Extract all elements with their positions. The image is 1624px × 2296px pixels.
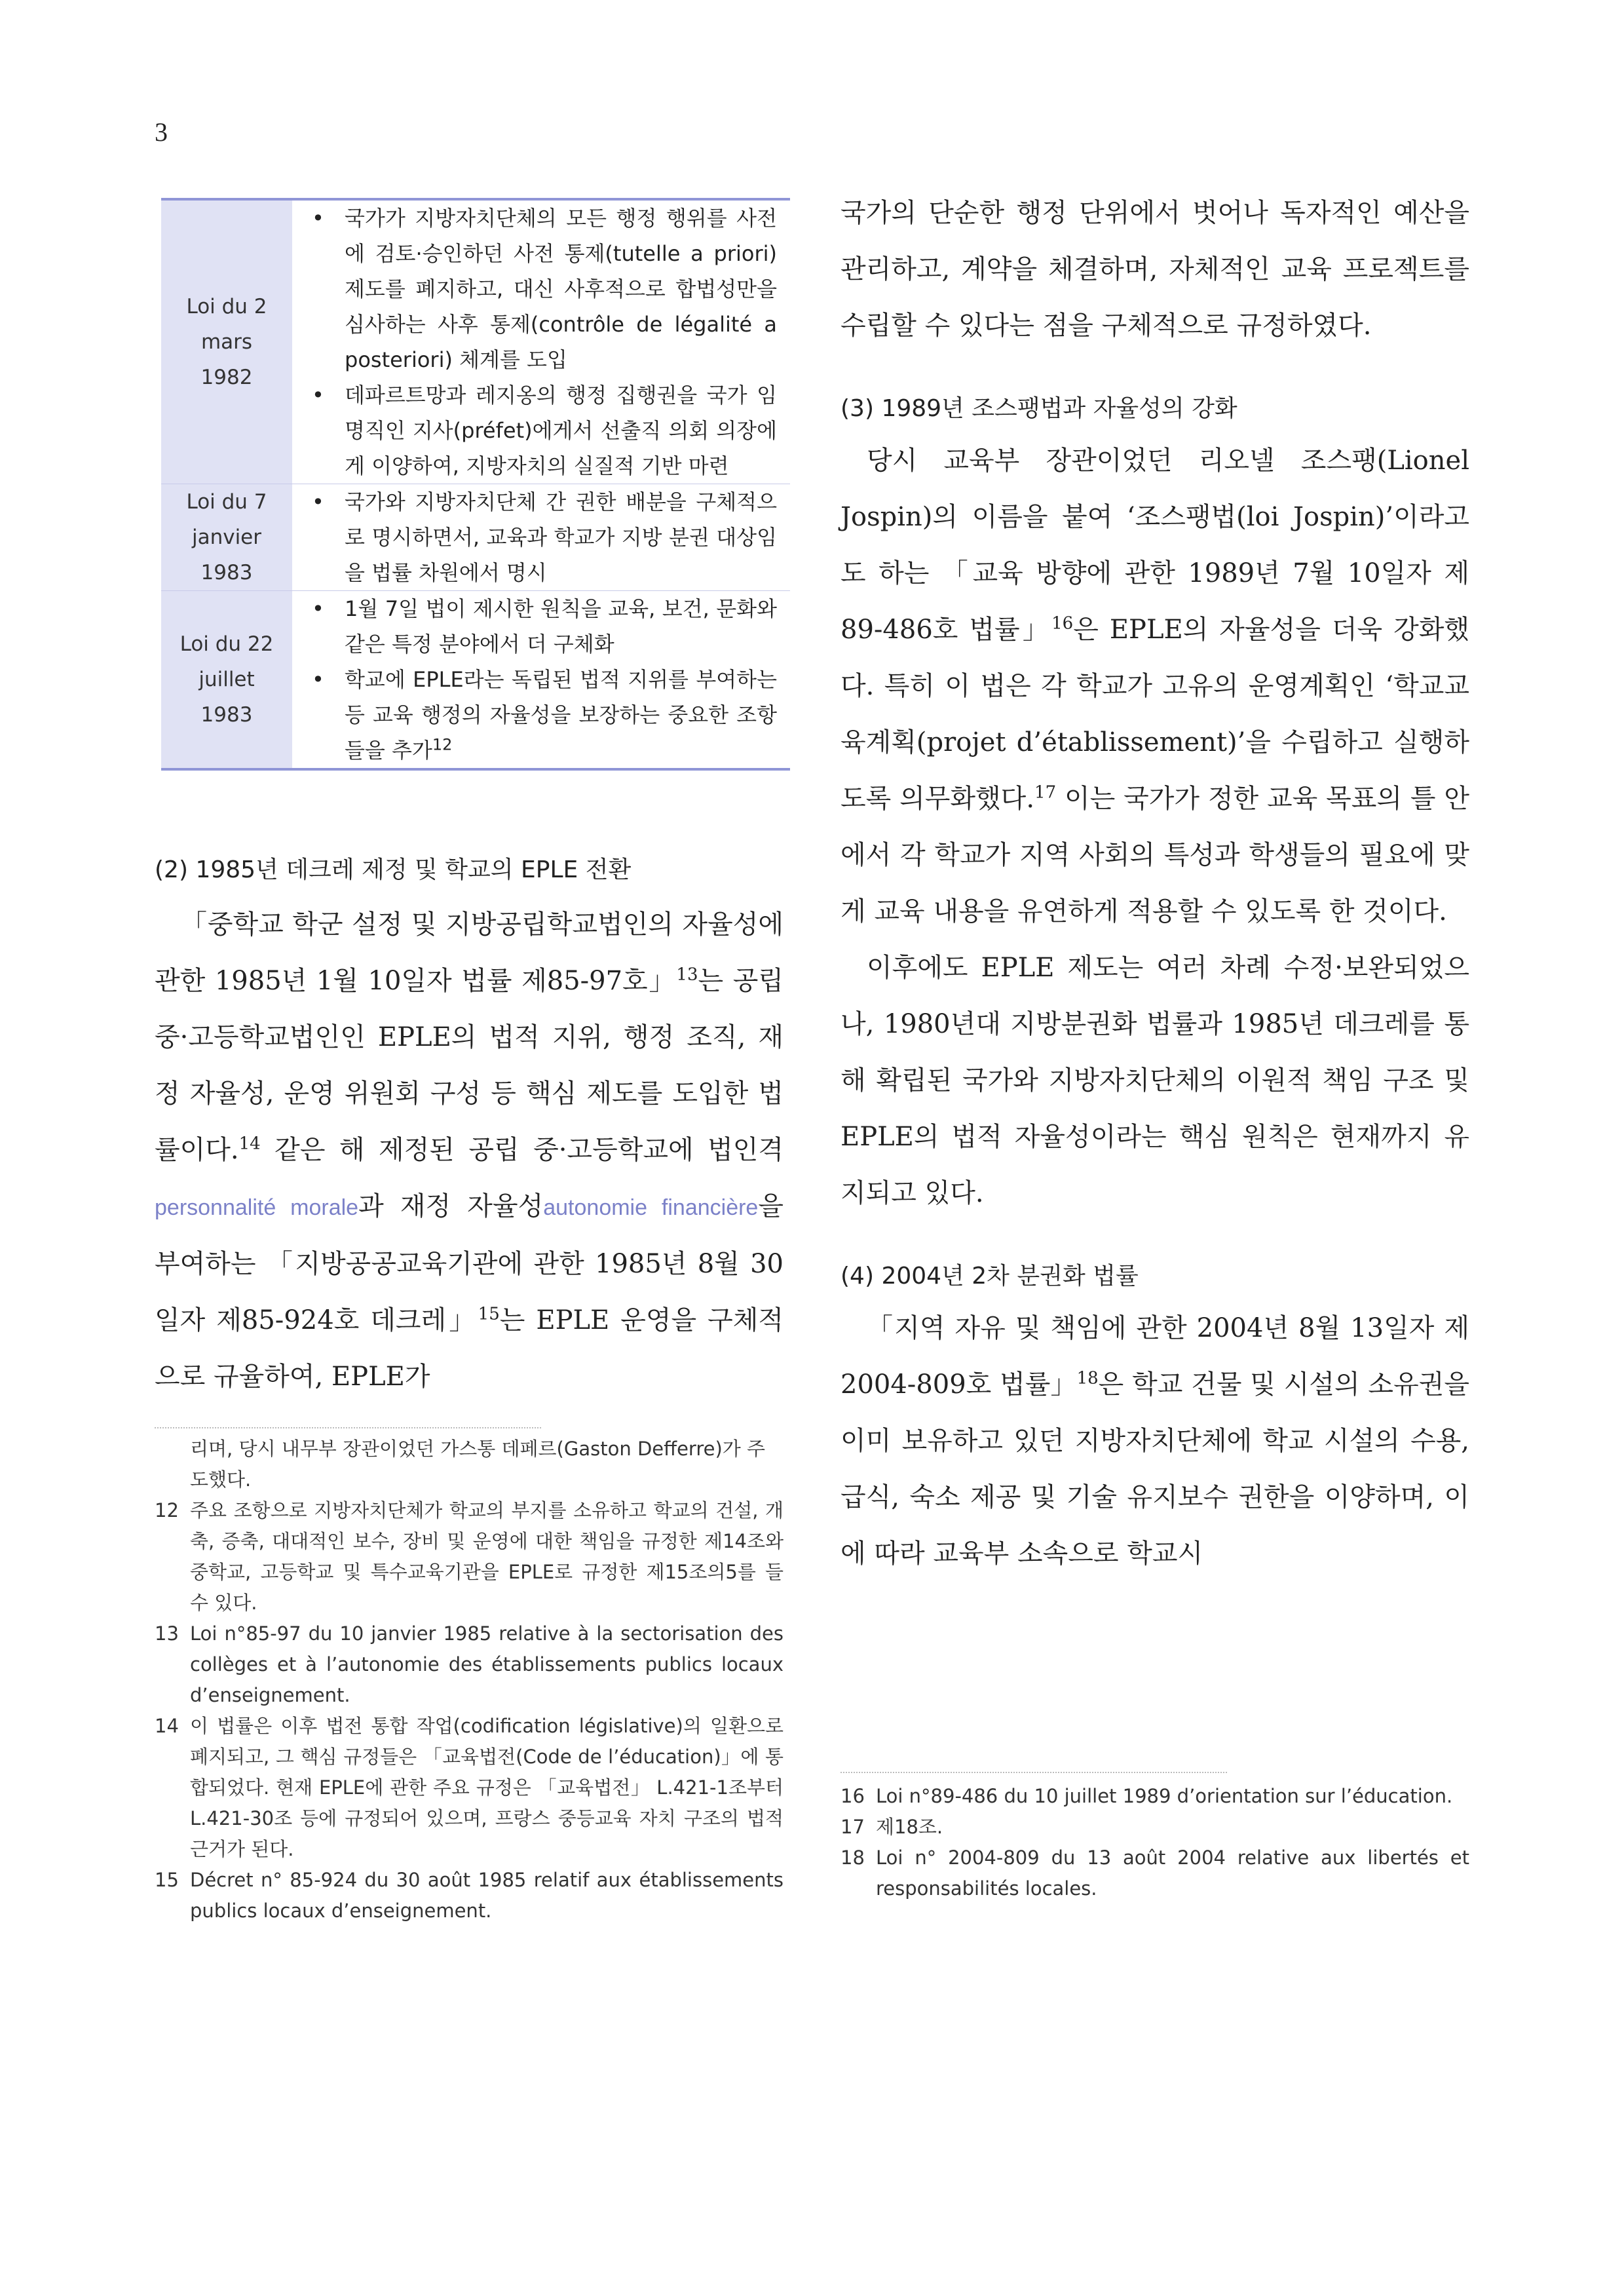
list-item: • 국가와 지방자치단체 간 권한 배분을 구체적으로 명시하면서, 교육과 학교가 지방 분권 대상임을 법률 차원에서 명시 xyxy=(305,484,777,590)
law-description-cell xyxy=(292,591,790,770)
list-item: • 학교에 EPLE라는 독립된 법적 지위를 부여하는 등 교육 행정의 자율성을 보장하는 중요한 조항들을 추가$^{12}$ xyxy=(305,662,777,768)
list-item: • 국가가 지방자치단체의 모든 행정 행위를 사전에 검토·승인하던 사전 통제(tutelle a priori) 제도를 폐지하고, 대신 사후적으로 합법성만을 심사하는 사후 통제(contrôle de légalité a posteriori) 체계를 도입 xyxy=(305,201,777,377)
footnote: 12 주요 조항으로 지방자치단체가 학교의 부지를 소유하고 학교의 건설, 개축, 증축, 대대적인 보수, 장비 및 운영에 대한 책임을 규정한 제14조와 중학교, 고등학교 및 특수교육기관을 EPLE로 규정한 제15조의5를 들 수 있다. xyxy=(155,1499,784,1614)
paragraph: 「지역 자유 및 책임에 관한 2004년 8월 13일자 제2004-809호 법률」$^{18}$은 학교 건물 및 시설의 소유권을 이미 보유하고 있던 지방자치단체에 학교 시설의 수용, 급식, 숙소 제공 및 기술 유지보수 권한을 이양하며, 이에 따라 교육부 소속으로 학교시 xyxy=(840,1313,1469,1569)
footnote-ref[interactable]: 18 xyxy=(1076,1368,1099,1388)
footnote-ref[interactable]: 13 xyxy=(676,965,698,985)
footnote-ref[interactable]: 17 xyxy=(1034,782,1057,803)
footnote-ref[interactable]: 16 xyxy=(1051,613,1074,634)
footnote: 15 Décret n° 85-924 du 30 août 1985 relatif aux établissements publics locaux d’enseignement. xyxy=(155,1869,784,1922)
french-term: autonomie financière xyxy=(543,1195,759,1220)
paragraph: 「중학교 학군 설정 및 지방공립학교법인의 자율성에 관한 1985년 1월 10일자 법률 제85-97호」$^{13}$는 공립 중·고등학교법인인 EPLE의 법적 지위, 행정 조직, 재정 자율성, 운영 위원회 구성 등 핵심 제도를 도입한 법률이다.$^{14}$ 같은 해 제정된 공립 중·고등학교에 법인격personnalité morale과 재정 자율성autonomie financière을 부여하는 「지방공공교육기관에 관한 1985년 8월 30일자 제85-924호 데크레」$^{15}$는 EPLE 운영을 구체적으로 규율하여, EPLE가 xyxy=(155,909,784,1392)
law-table xyxy=(161,198,790,771)
paragraph: 당시 교육부 장관이었던 리오넬 조스팽(Lionel Jospin)의 이름을 붙여 ‘조스팽법(loi Jospin)’이라고도 하는 「교육 방향에 관한 1989년 7월 10일자 제89-486호 법률」$^{16}$은 EPLE의 자율성을 더욱 강화했다. 특히 이 법은 각 학교가 고유의 운영계획인 ‘학교교육계획(projet d’établissement)’을 수립하고 실행하도록 의무화했다.$^{17}$ 이는 국가가 정한 교육 목표의 틀 안에서 각 학교가 지역 사회의 특성과 학생들의 필요에 맞게 교육 내용을 유연하게 적용할 수 있도록 한 것이다. xyxy=(840,446,1469,927)
footnote: 18 Loi n° 2004-809 du 13 août 2004 relative aux libertés et responsabilités locales. xyxy=(840,1846,1469,1900)
law-name-cell: Loi du 7 janvier 1983 xyxy=(161,484,292,591)
section-heading: (2) 1985년 데크레 제정 및 학교의 EPLE 전환 xyxy=(155,856,632,883)
footnote-ref[interactable]: 12 xyxy=(432,735,453,754)
footnote: 17 제18조. xyxy=(840,1816,943,1838)
footnote: 16 Loi n°89-486 du 10 juillet 1989 d’orientation sur l’éducation. xyxy=(840,1785,1453,1807)
footnote-divider xyxy=(840,1772,1227,1773)
paragraph: 국가의 단순한 행정 단위에서 벗어나 독자적인 예산을 관리하고, 계약을 체결하며, 자체적인 교육 프로젝트를 수립할 수 있다는 점을 구체적으로 규정하였다. xyxy=(840,198,1469,341)
footnote-continuation: 리며, 당시 내무부 장관이었던 가스통 데페르(Gaston Defferre)가 주도했다. xyxy=(190,1438,766,1491)
footnote: 13 Loi n°85-97 du 10 janvier 1985 relative à la sectorisation des collèges et à l’autonomie des établissements publics locaux d’enseignement. xyxy=(155,1622,784,1706)
footnotes-left xyxy=(155,1434,784,1926)
law-description-cell xyxy=(292,199,790,484)
table-row xyxy=(161,591,790,770)
page-number: 3 xyxy=(155,117,168,147)
law-name-cell: Loi du 2 mars 1982 xyxy=(161,199,292,484)
table-row xyxy=(161,199,790,484)
footnote-divider xyxy=(155,1427,541,1428)
section-heading: (4) 2004년 2차 분권화 법률 xyxy=(840,1263,1139,1290)
right-column xyxy=(840,185,1469,1582)
list-item: • 데파르트망과 레지옹의 행정 집행권을 국가 임명직인 지사(préfet)에게서 선출직 의회 의장에게 이양하여, 지방자치의 실질적 기반 마련 xyxy=(305,377,777,484)
french-term: personnalité morale xyxy=(155,1195,359,1220)
footnote-ref[interactable]: 15 xyxy=(478,1304,500,1324)
list-item: • 1월 7일 법이 제시한 원칙을 교육, 보건, 문화와 같은 특정 분야에서 더 구체화 xyxy=(305,591,777,662)
footnotes-right xyxy=(840,1781,1469,1904)
footnote: 14 이 법률은 이후 법전 통합 작업(codification législative)의 일환으로 폐지되고, 그 핵심 규정들은 「교육법전(Code de l’éducation)」에 통합되었다. 현재 EPLE에 관한 주요 규정은 「교육법전」 L.421-1조부터 L.421-30조 등에 규정되어 있으며, 프랑스 중등교육 자치 구조의 법적 근거가 된다. xyxy=(155,1715,784,1860)
table-row xyxy=(161,484,790,591)
law-description-cell xyxy=(292,484,790,591)
law-name-cell: Loi du 22 juillet 1983 xyxy=(161,591,292,770)
paragraph: 이후에도 EPLE 제도는 여러 차례 수정·보완되었으나, 1980년대 지방분권화 법률과 1985년 데크레를 통해 확립된 국가와 지방자치단체의 이원적 책임 구조 및 EPLE의 법적 자율성이라는 핵심 원칙은 현재까지 유지되고 있다. xyxy=(840,953,1469,1208)
left-column xyxy=(155,851,784,1405)
footnote-ref[interactable]: 14 xyxy=(238,1134,261,1154)
section-heading: (3) 1989년 조스팽법과 자율성의 강화 xyxy=(840,395,1237,422)
